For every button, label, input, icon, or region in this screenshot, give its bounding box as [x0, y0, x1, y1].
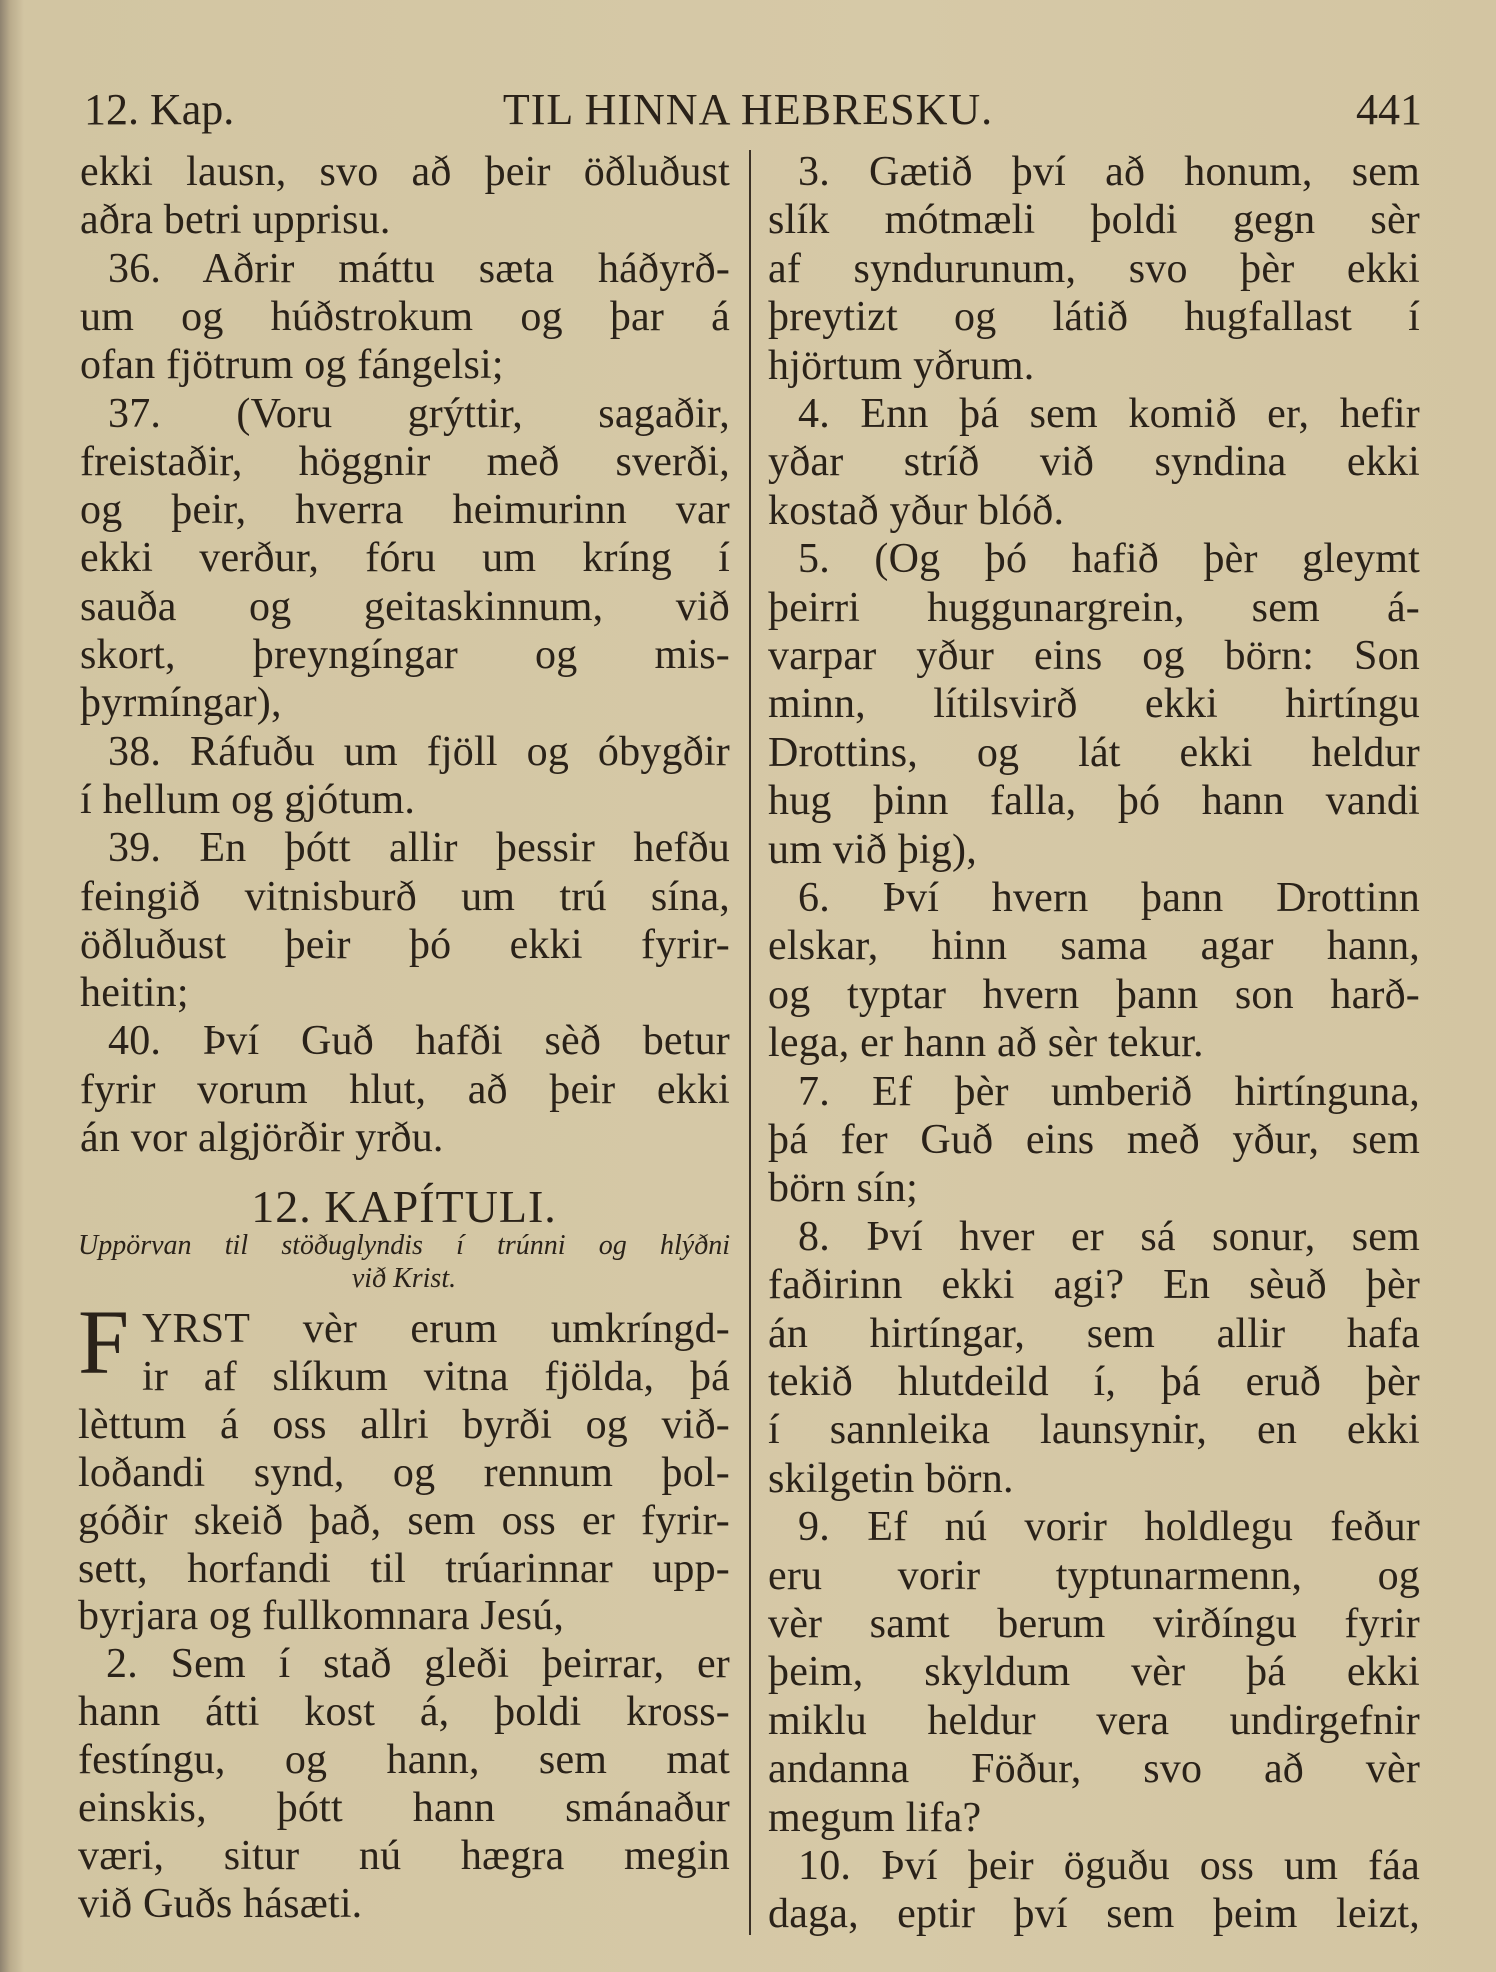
- text-line: slík mótmæli þoldi gegn sèr: [768, 197, 1420, 244]
- text-line: í sannleika launsynir, en ekki: [768, 1407, 1420, 1454]
- text-line: þeim, skyldum vèr þá ekki: [768, 1649, 1420, 1696]
- text-line: 10. Því þeir öguðu oss um fáa: [798, 1843, 1420, 1889]
- text-line: börn sín;: [768, 1165, 918, 1212]
- text-line: 8. Því hver er sá sonur, sem: [798, 1213, 1420, 1260]
- text-line: faðirinn ekki agi? En sèuð þèr: [768, 1262, 1420, 1309]
- text-line: 40. Því Guð hafði sèð betur: [108, 1018, 730, 1065]
- text-line: 2. Sem í stað gleði þeirrar, er: [106, 1641, 730, 1688]
- text-line: þeirri huggunargrein, sem á-: [768, 584, 1420, 631]
- text-line: miklu heldur vera undirgefnir: [768, 1697, 1420, 1744]
- text-line: einskis, þótt hann smánaður: [78, 1785, 730, 1831]
- drop-cap: F: [78, 1291, 130, 1393]
- text-line: 4. Enn þá sem komið er, hefir: [798, 391, 1420, 437]
- text-line: ir af slíkum vitna fjölda, þá: [142, 1353, 730, 1400]
- text-line: við Guðs hásæti.: [78, 1880, 363, 1927]
- text-line: góðir skeið það, sem oss er fyrir-: [78, 1497, 730, 1544]
- chapter-summary-line: Uppörvan til stöðuglyndis í trúnni og hlýðni: [78, 1230, 730, 1261]
- text-line: 6. Því hvern þann Drottinn: [798, 875, 1420, 921]
- text-line: 9. Ef nú vorir holdlegu feður: [798, 1504, 1420, 1551]
- text-line: varpar yður eins og börn: Son: [768, 633, 1420, 679]
- text-line: 38. Ráfuðu um fjöll og óbygðir: [108, 728, 730, 775]
- text-line: minn, lítilsvirð ekki hirtíngu: [768, 681, 1420, 728]
- text-line: ofan fjötrum og fángelsi;: [80, 342, 504, 389]
- text-line: og þeir, hverra heimurinn var: [80, 487, 730, 534]
- text-line: án vor algjörðir yrðu.: [80, 1115, 444, 1161]
- text-line: yðar stríð við syndina ekki: [768, 439, 1420, 486]
- text-line: 5. (Og þó hafið þèr gleymt: [798, 536, 1420, 583]
- text-line: Drottins, og lát ekki heldur: [768, 729, 1420, 776]
- text-line: lega, er hann að sèr tekur.: [768, 1020, 1204, 1067]
- text-line: festíngu, og hann, sem mat: [78, 1737, 730, 1784]
- text-line: aðra betri upprisu.: [80, 197, 391, 244]
- text-line: 36. Aðrir máttu sæta háðyrð-: [108, 245, 730, 292]
- text-line: um við þig),: [768, 826, 977, 873]
- text-line: ekki verður, fóru um kríng í: [80, 535, 730, 582]
- text-line: byrjara og fullkomnara Jesú,: [78, 1593, 565, 1640]
- column-divider: [749, 150, 751, 1935]
- chapter-summary-line: við Krist.: [351, 1263, 457, 1294]
- text-line: skort, þreyngíngar og mis-: [80, 632, 730, 678]
- text-line: andanna Föður, svo að vèr: [768, 1746, 1420, 1793]
- text-line: hann átti kost á, þoldi kross-: [78, 1689, 730, 1736]
- text-line: 3. Gætið því að honum, sem: [798, 149, 1420, 195]
- text-line: feingið vitnisburð um trú sína,: [80, 873, 730, 920]
- text-line: vèr samt berum virðíngu fyrir: [768, 1601, 1420, 1647]
- text-line: væri, situr nú hægra megin: [78, 1832, 730, 1879]
- text-line: þreytizt og látið hugfallast í: [768, 294, 1420, 341]
- text-line: 37. (Voru grýttir, sagaðir,: [108, 390, 730, 437]
- text-line: öðluðust þeir þó ekki fyrir-: [80, 921, 730, 968]
- text-line: loðandi synd, og rennum þol-: [78, 1449, 730, 1496]
- text-line: kostað yður blóð.: [768, 487, 1065, 534]
- text-line: og typtar hvern þann son harð-: [768, 971, 1420, 1018]
- running-head-title: TIL HINNA HEBRESKU.: [502, 85, 994, 134]
- text-line: eru vorir typtunarmenn, og: [768, 1552, 1420, 1599]
- text-line: fyrir vorum hlut, að þeir ekki: [80, 1066, 730, 1113]
- text-line: 39. En þótt allir þessir hefðu: [108, 825, 730, 872]
- text-line: án hirtíngar, sem allir hafa: [768, 1310, 1420, 1357]
- text-line: skilgetin börn.: [768, 1455, 1014, 1502]
- text-line: í hellum og gjótum.: [80, 776, 416, 823]
- page-number: 441: [1356, 85, 1422, 134]
- text-line: hug þinn falla, þó hann vandi: [768, 778, 1420, 825]
- text-line: þá fer Guð eins með yður, sem: [768, 1117, 1420, 1163]
- text-line: elskar, hinn sama agar hann,: [768, 923, 1420, 970]
- text-line: heitin;: [80, 970, 189, 1017]
- text-line: daga, eptir því sem þeim leizt,: [768, 1891, 1420, 1938]
- text-line: freistaðir, höggnir með sverði,: [80, 438, 730, 485]
- text-line: YRST vèr erum umkríngd-: [142, 1306, 730, 1352]
- text-line: af syndurunum, svo þèr ekki: [768, 245, 1420, 292]
- running-head-chapter: 12. Kap.: [84, 85, 235, 134]
- text-line: ekki lausn, svo að þeir öðluðust: [80, 149, 730, 195]
- text-line: tekið hlutdeild í, þá eruð þèr: [768, 1359, 1420, 1405]
- text-line: hjörtum yðrum.: [768, 342, 1035, 389]
- text-line: 7. Ef þèr umberið hirtínguna,: [798, 1068, 1420, 1115]
- text-line: um og húðstrokum og þar á: [80, 293, 730, 340]
- text-line: megum lifa?: [768, 1794, 982, 1841]
- text-line: sett, horfandi til trúarinnar upp-: [78, 1545, 730, 1592]
- text-line: þyrmíngar),: [80, 680, 282, 727]
- text-line: lèttum á oss allri byrði og við-: [78, 1401, 730, 1448]
- text-line: sauða og geitaskinnum, við: [80, 583, 730, 630]
- chapter-heading: 12. KAPÍTULI.: [251, 1181, 557, 1232]
